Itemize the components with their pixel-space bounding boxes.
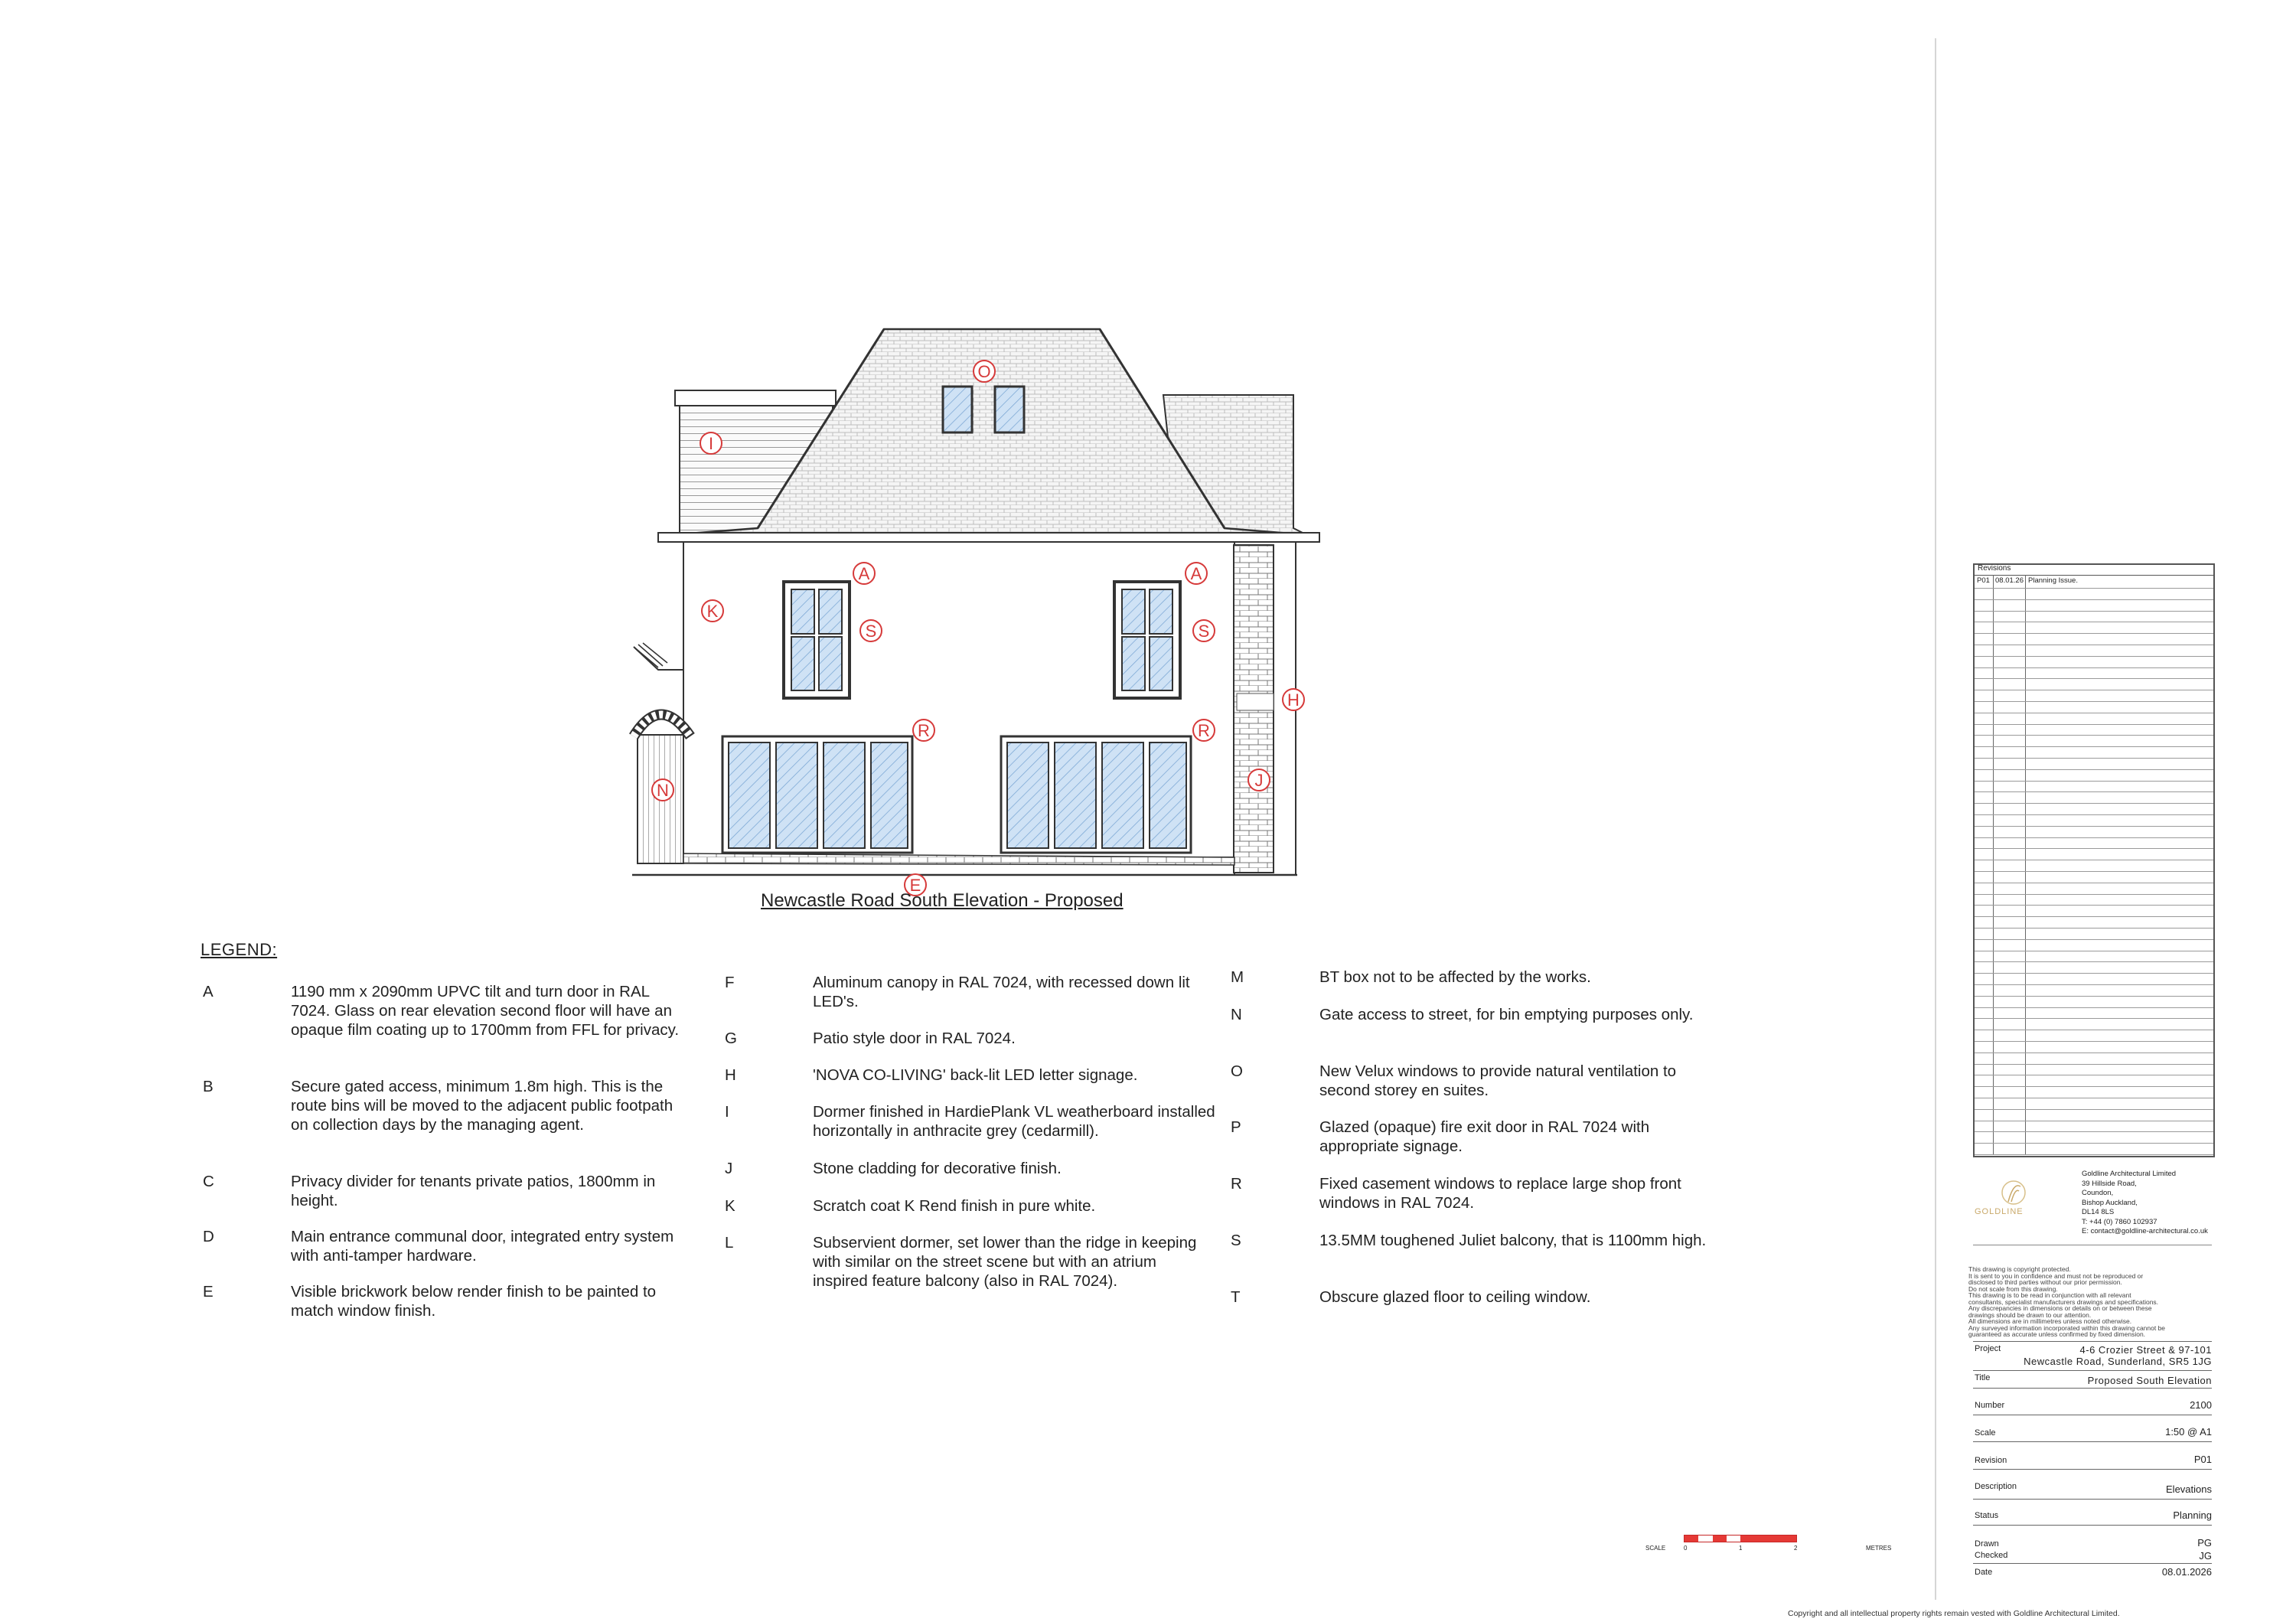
revision-date: 08.01.26	[1995, 576, 2024, 585]
revision-row-line	[1975, 961, 2213, 962]
revisions-title: Revisions	[1978, 564, 2011, 573]
revision-row-line	[1975, 746, 2213, 747]
revision-row-line	[1975, 656, 2213, 657]
revision-row-line	[1975, 871, 2213, 872]
revision-row-line	[1975, 803, 2213, 804]
drawn-value: PG	[2197, 1537, 2212, 1549]
revision-row-line	[1975, 984, 2213, 985]
project-line1: 4-6 Crozier Street & 97-101	[2079, 1344, 2212, 1356]
revision-row-line	[1975, 611, 2213, 612]
revision-rev: P01	[1977, 576, 1990, 585]
callout-N	[652, 779, 673, 801]
revision-row-line	[1975, 1064, 2213, 1065]
svg-text:A: A	[1190, 564, 1202, 583]
status-label: Status	[1975, 1511, 1999, 1520]
description-value: Elevations	[2166, 1483, 2212, 1495]
titleblock-divider	[1935, 38, 1936, 1600]
revision-row-line	[1975, 1131, 2213, 1132]
revision-note: Planning Issue.	[2028, 576, 2078, 585]
drawn-label: Drawn	[1975, 1539, 1999, 1549]
revision-row-line	[1975, 758, 2213, 759]
callout-S	[860, 620, 882, 641]
revision-row-line	[1975, 1154, 2213, 1155]
svg-text:N: N	[657, 781, 669, 800]
revision-row-line	[1975, 848, 2213, 849]
drawing-sheet: O I K A A S S R R H J N E Newcastle Road South Elevation - Proposed LEGEND: A 1190 mm x 2090mm UPVC tilt and turn door in RAL 7024. Glass on rear elevation second floor will have an opaque film coating up to 1700mm from FFL for privacy. B Secure gated access, minimum 1.8m high. This is the route bins will be moved to the adjacent public footpath on collection days by the managing agent. C Privacy divider for tenants private patios, 1800mm in height. D Main entrance communal door, integrated entry system with anti-tamper hardware. E Visible brickwork below render finish to be painted to match window finish. F Aluminum canopy in RAL 7024, with recessed down lit LED's. G Patio style door in RAL 7024. H 'NOVA CO-LIVING' back-lit LED letter signage. I Dormer finished in HardiePlank VL weatherboard installed horizontally in anthracite grey (cedarmill). J Stone cladding for decorative finish. K Scratch coat K Rend finish in pure white. L Subservient dormer, set lower than the ridge in keeping with similar on the street scene but with an atrium inspired feature balcony (also in RAL 7024). M BT box not to be affected by the works. N Gate access to street, for bin emptying purposes only. O New Velux windows to provide natural ventilation to second storey en suites. P Glazed (opaque) fire exit door in RAL 7024 with appropriate signage. R Fixed casement windows to replace large shop front windows in RAL 7024. S 13.5MM toughened Juliet balcony, that is 1100mm high. T Obscure glazed floor to ceiling window. Revisions P01 08.01.26 Planning Issue. GOLDLINE Goldline Architectural Limited 39 Hillside Road, Coundon, Bishop Auckland, DL14 8LS T: +44 (0) 7860 102937 E: contact@goldline-architectural.co.uk This drawing is copyright protected. It is sent to you in confidence and must not be reproduced or disclosed to third parties without our prior permission. Do not scale from this drawing. This drawing is to be read in conjunction with all relevant consultants, specialist manufacturers drawings and specifications. Any discrepancies in dimensions or details on or between these drawings should be drawn to our attention. All dimensions are in millimetres unless noted otherwise. Any surveyed information incorporated within this drawing cannot be guaranteed as accurate unless confirmed by fixed dimension. Project 4-6 Crozier Street & 97-101 Newcastle Road, Sunderland, SR5 1JG Title Proposed South Elevation Number 2100 Scale 1:50 @ A1 Revision P01 Description Elevations Status Planning Drawn PG Checked JG Date 08.01.2026 SCALE 0 1 2 METRES Copyright and all intellectual property rights remain vested with Goldline Architectural Limited.	[0, 0, 2296, 1622]
svg-text:J: J	[1254, 771, 1264, 790]
revision-row-line	[1975, 1086, 2213, 1087]
legend-title: LEGEND:	[201, 940, 278, 959]
revision-row-line	[1975, 724, 2213, 725]
callout-K	[702, 600, 723, 622]
company-logo-text: GOLDLINE	[1975, 1207, 2024, 1216]
svg-text:K: K	[706, 602, 719, 621]
number-label: Number	[1975, 1401, 2005, 1410]
svg-text:R: R	[1198, 721, 1210, 740]
scale-bar-unit: METRES	[1866, 1545, 1892, 1552]
callout-R	[913, 720, 934, 741]
revision-label: Revision	[1975, 1456, 2007, 1465]
svg-text:E: E	[909, 876, 921, 895]
revisions-table	[1973, 563, 2215, 1157]
revision-row-line	[1975, 1109, 2213, 1110]
scale-label: Scale	[1975, 1428, 1996, 1438]
scale-value: 1:50 @ A1	[2165, 1426, 2212, 1438]
svg-text:A: A	[858, 564, 870, 583]
date-value: 08.01.2026	[2161, 1566, 2212, 1578]
date-label: Date	[1975, 1568, 1993, 1577]
callout-H	[1283, 689, 1304, 710]
revision-row-line	[1975, 633, 2213, 634]
revision-row-line	[1975, 1041, 2213, 1042]
revision-row-line	[1975, 939, 2213, 940]
callout-O	[974, 361, 995, 382]
revision-row-line	[1975, 837, 2213, 838]
titleblock-fields	[1973, 1341, 2212, 1586]
revision-row-line	[1975, 667, 2213, 668]
drawing-caption: Newcastle Road South Elevation - Proposed	[761, 890, 1124, 911]
revision-row-line	[1975, 996, 2213, 997]
svg-text:S: S	[1198, 622, 1210, 641]
callout-I	[700, 432, 722, 454]
callout-A	[853, 563, 875, 584]
revision-row-line	[1975, 1007, 2213, 1008]
scale-bar-label: SCALE	[1645, 1545, 1666, 1552]
title-value: Proposed South Elevation	[2087, 1375, 2212, 1386]
revision-row-line	[1975, 599, 2213, 600]
checked-label: Checked	[1975, 1551, 2008, 1560]
revision-row-line	[1975, 916, 2213, 917]
revision-row-line	[1975, 735, 2213, 736]
svg-text:S: S	[865, 622, 877, 641]
revision-row-line	[1975, 678, 2213, 679]
revision-row-line	[1975, 1018, 2213, 1019]
svg-text:H: H	[1287, 690, 1300, 710]
callout-R	[1193, 720, 1215, 741]
disclaimer-notes: This drawing is copyright protected. It is sent to you in confidence and must not be reproduced or disclosed to third parties without our prior permission. Do not scale from this drawing. This drawing is to be read in conjunction with all relevant consultants, specialist manufacturers drawings and specifications. Any discrepancies in dimensions or details on or between these drawings should be drawn to our attention. All dimensions are in millimetres unless noted otherwise. Any surveyed information incorporated within this drawing cannot be guaranteed as accurate unless confirmed by fixed dimension.	[1968, 1265, 2166, 1338]
goldline-logo-icon	[2001, 1179, 2027, 1206]
number-value: 2100	[2190, 1399, 2212, 1411]
checked-value: JG	[2199, 1550, 2212, 1562]
revision-row-line	[1975, 791, 2213, 792]
callout-J	[1248, 769, 1270, 791]
project-line2: Newcastle Road, Sunderland, SR5 1JG	[2024, 1356, 2212, 1367]
revision-row-line	[1975, 781, 2213, 782]
scale-bar: SCALE 0 1 2 METRES	[1645, 1531, 1913, 1562]
callout-A	[1186, 563, 1207, 584]
company-address: Goldline Architectural Limited 39 Hillside Road, Coundon, Bishop Auckland, DL14 8LS T: +44 (0) 7860 102937 E: contact@goldline-architectural.co.uk	[2082, 1170, 2208, 1235]
svg-text:I: I	[708, 434, 714, 453]
revision-row-line	[1975, 905, 2213, 906]
revision-row-line	[1975, 769, 2213, 770]
revision-row-line	[1975, 894, 2213, 895]
revision-row-line	[1975, 1143, 2213, 1144]
revision-row-line	[1975, 826, 2213, 827]
title-label: Title	[1975, 1373, 1991, 1382]
revision-row-line	[1975, 814, 2213, 815]
status-value: Planning	[2173, 1509, 2212, 1521]
svg-text:R: R	[918, 721, 930, 740]
revision-row-line	[1975, 701, 2213, 702]
copyright-notice: Copyright and all intellectual property rights remain vested with Goldline Architectural Limited.	[1788, 1609, 2120, 1618]
svg-text:O: O	[977, 362, 991, 381]
revision-row-line	[1975, 588, 2213, 589]
callout-S	[1193, 620, 1215, 641]
project-label: Project	[1975, 1344, 2001, 1353]
revision-value: P01	[2193, 1454, 2212, 1465]
revision-row-line	[1975, 973, 2213, 974]
description-label: Description	[1975, 1482, 2017, 1491]
